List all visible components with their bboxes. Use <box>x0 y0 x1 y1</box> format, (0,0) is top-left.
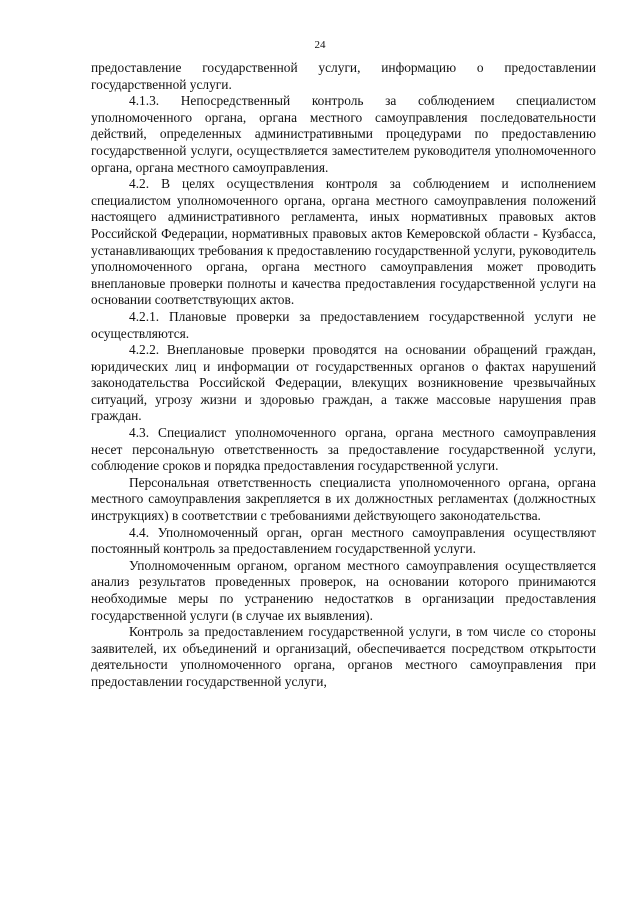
page-number: 24 <box>314 39 326 51</box>
paragraph: Уполномоченным органом, органом местного самоуправления осуществляется анализ результатов проведенных проверок, на основании которого принимаются необходимые меры по устранению недостатков в организации предоставления государственной услуги (в случае их выявления). <box>91 557 596 623</box>
paragraph: Персональная ответственность специалиста уполномоченного органа, органа местного самоуправления закрепляется в их должностных регламентах (должностных инструкциях) в соответствии с требованиями действующего законодательства. <box>91 474 596 524</box>
paragraph: 4.2.2. Внеплановые проверки проводятся на основании обращений граждан, юридических лиц и информации от государственных органов о фактах нарушений законодательства Российской Федерации, влекущих возникновение чрезвычайных ситуаций, угрозу жизни и здоровью граждан, а также массовые нарушения прав граждан. <box>91 342 596 424</box>
paragraph: 4.2.1. Плановые проверки за предоставлением государственной услуги не осуществляются. <box>91 308 596 341</box>
paragraph: 4.2. В целях осуществления контроля за соблюдением и исполнением специалистом уполномоченного органа, органа местного самоуправления положений настоящего административного регламента, иных нормативных правовых актов Российской Федерации, нормативных правовых актов Кемеровской области - Кузбасса, устанавливающих требования к предоставлению государственной услуги, руководитель уполномоченного органа, органа местного самоуправления может проводить внеплановые проверки полноты и качества предоставления государственной услуги на основании соответствующих актов. <box>91 176 596 308</box>
paragraph: 4.1.3. Непосредственный контроль за соблюдением специалистом уполномоченного органа, органа местного самоуправления последовательности действий, определенных административными процедурами по предоставлению государственной услуги, осуществляется заместителем руководителя уполномоченного органа, органа местного самоуправления. <box>91 93 596 175</box>
paragraph: предоставление государственной услуги, информацию о предоставлении государственной услуги. <box>91 60 596 92</box>
paragraph: 4.4. Уполномоченный орган, орган местного самоуправления осуществляют постоянный контроль за предоставлением государственной услуги. <box>91 524 596 557</box>
paragraph: Контроль за предоставлением государственной услуги, в том числе со стороны заявителей, их объединений и организаций, обеспечивается посредством открытости деятельности уполномоченного органа, органов местного самоуправления при предоставлении государственной услуги, <box>91 624 596 689</box>
paragraph: 4.3. Специалист уполномоченного органа, органа местного самоуправления несет персональную ответственность за предоставление государственной услуги, соблюдение сроков и порядка предоставления государственной услуги. <box>91 425 596 474</box>
body-text <box>91 60 596 691</box>
